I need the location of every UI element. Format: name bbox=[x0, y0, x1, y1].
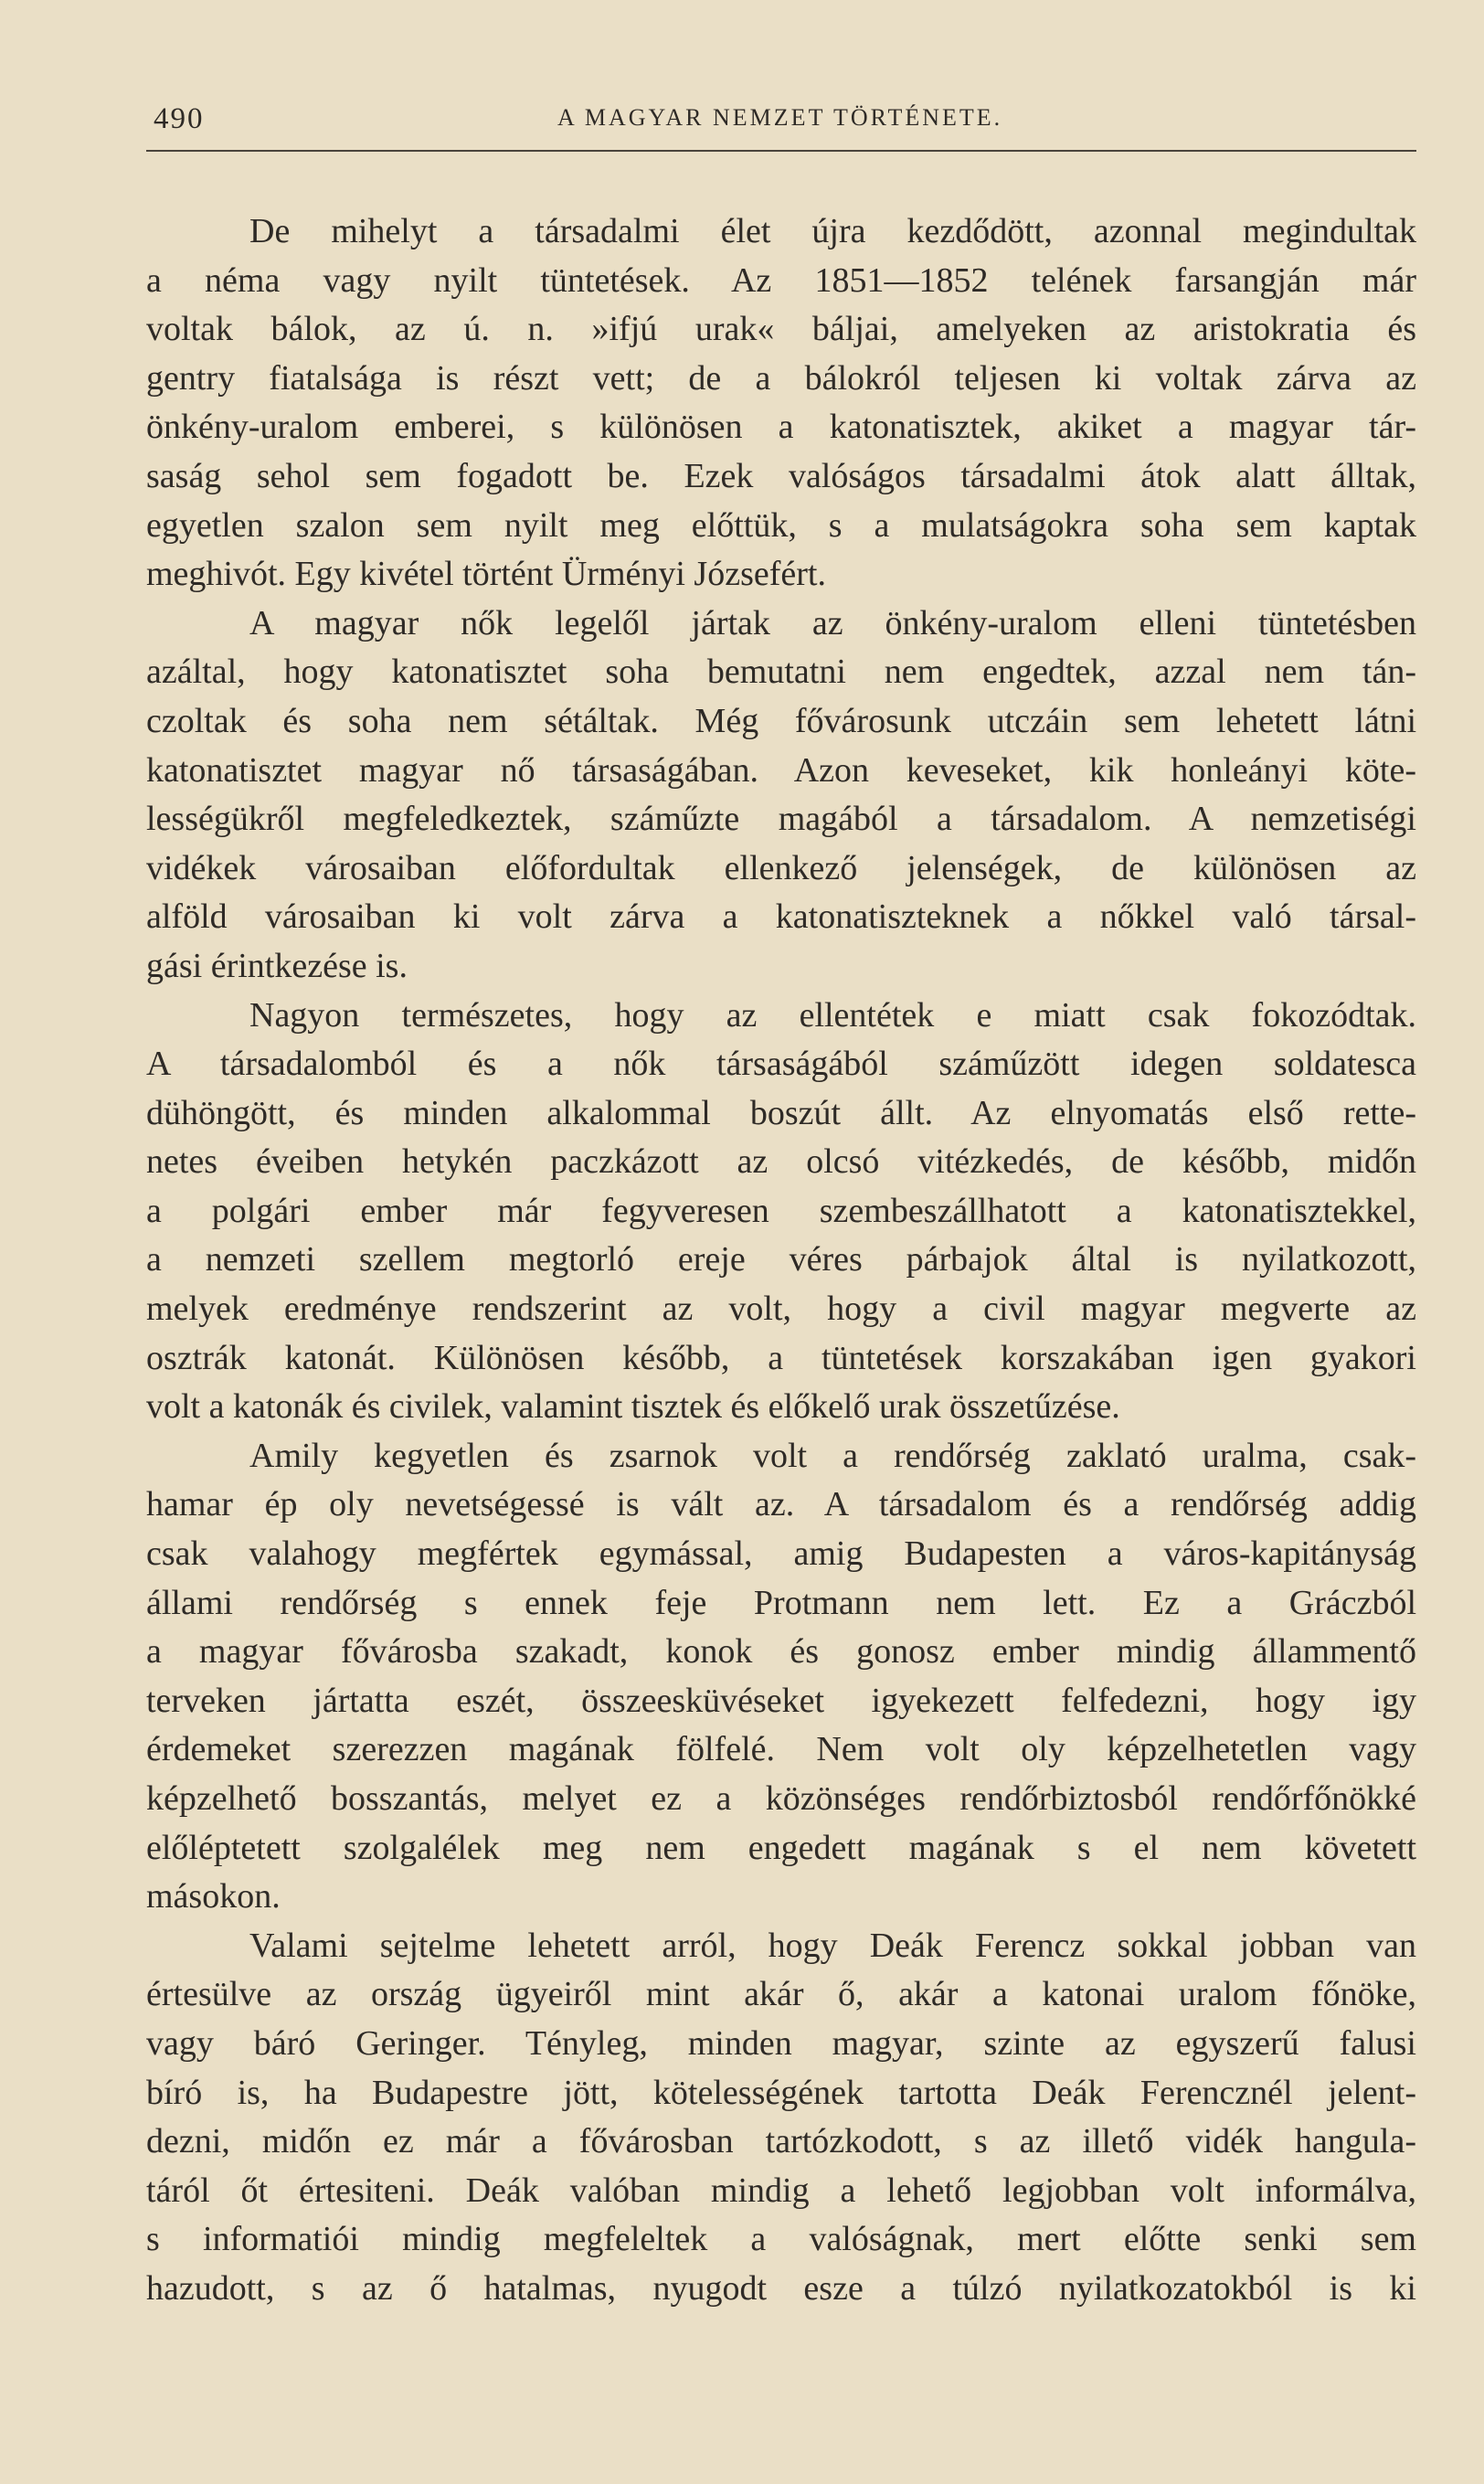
text-line: értesülve az ország ügyeiről mint akár ő, akár a katonai uralom főnöke, bbox=[146, 1975, 1416, 2014]
text-line: hamar ép oly nevetségessé is vált az. A társadalom és a rendőrség addig bbox=[146, 1485, 1416, 1524]
body-text bbox=[146, 207, 1416, 2314]
text-line: A magyar nők legelől jártak az önkény-uralom elleni tüntetésben bbox=[249, 603, 1416, 642]
text-line: A társadalomból és a nők társaságából száműzött idegen soldatesca bbox=[146, 1045, 1416, 1084]
text-line: s informatiói mindig megfeleltek a valóságnak, mert előtte senki sem bbox=[146, 2220, 1416, 2259]
page-number: 490 bbox=[154, 102, 205, 135]
text-line: másokon. bbox=[146, 1877, 281, 1916]
text-line: gentry fiatalsága is részt vett; de a bálokról teljesen ki voltak zárva az bbox=[146, 358, 1416, 398]
text-line: állami rendőrség s ennek feje Protmann nem lett. Ez a Gráczból bbox=[146, 1583, 1416, 1622]
text-line: érdemeket szerezzen magának fölfelé. Nem volt oly képzelhetetlen vagy bbox=[146, 1730, 1416, 1769]
text-line: melyek eredménye rendszerint az volt, hogy a civil magyar megverte az bbox=[146, 1290, 1416, 1329]
text-line: netes éveiben hetykén paczkázott az olcsó vitézkedés, de később, midőn bbox=[146, 1142, 1416, 1182]
text-line: képzelhető bosszantás, melyet ez a közönséges rendőrbiztosból rendőrfőnökké bbox=[146, 1779, 1416, 1818]
text-line: a nemzeti szellem megtorló ereje véres párbajok által is nyilatkozott, bbox=[146, 1240, 1416, 1279]
text-line: hazudott, s az ő hatalmas, nyugodt esze a túlzó nyilatkozatokból is ki bbox=[146, 2268, 1416, 2308]
text-line: Valami sejtelme lehetett arról, hogy Deák Ferencz sokkal jobban van bbox=[249, 1926, 1416, 1965]
text-line: katonatisztet magyar nő társaságában. Azon keveseket, kik honleányi köte- bbox=[146, 750, 1416, 790]
text-line: előléptetett szolgalélek meg nem engedett magának s el nem követett bbox=[146, 1828, 1416, 1867]
text-line: dühöngött, és minden alkalommal boszút állt. Az elnyomatás első rette- bbox=[146, 1093, 1416, 1132]
text-line: volt a katonák és civilek, valamint tisztek és előkelő urak összetűzése. bbox=[146, 1387, 1120, 1427]
text-line: a magyar fővárosba szakadt, konok és gonosz ember mindig állammentő bbox=[146, 1632, 1416, 1672]
text-line: saság sehol sem fogadott be. Ezek valóságos társadalmi átok alatt álltak, bbox=[146, 456, 1416, 495]
text-line: voltak bálok, az ú. n. »ifjú urak« báljai, amelyeken az aristokratia és bbox=[146, 310, 1416, 349]
text-line: a polgári ember már fegyveresen szembeszállhatott a katonatisztekkel, bbox=[146, 1191, 1416, 1230]
running-title: A MAGYAR NEMZET TÖRTÉNETE. bbox=[557, 104, 1003, 131]
text-line: alföld városaiban ki volt zárva a katonatiszteknek a nőkkel való társal- bbox=[146, 897, 1416, 937]
page-header bbox=[146, 101, 1416, 152]
text-line: Nagyon természetes, hogy az ellentétek e miatt csak fokozódtak. bbox=[249, 995, 1416, 1035]
text-line: vidékek városaiban előfordultak ellenkező jelenségek, de különösen az bbox=[146, 848, 1416, 887]
text-line: csak valahogy megfértek egymással, amig Budapesten a város-kapitányság bbox=[146, 1534, 1416, 1574]
text-line: bíró is, ha Budapestre jött, kötelességének tartotta Deák Ferencznél jelent- bbox=[146, 2073, 1416, 2112]
text-line: De mihelyt a társadalmi élet újra kezdődött, azonnal megindultak bbox=[249, 212, 1416, 250]
text-line: Amily kegyetlen és zsarnok volt a rendőrség zaklató uralma, csak- bbox=[249, 1436, 1416, 1475]
text-line: önkény-uralom emberei, s különösen a katonatisztek, akiket a magyar tár- bbox=[146, 408, 1416, 447]
text-line: vagy báró Geringer. Tényleg, minden magyar, szinte az egyszerű falusi bbox=[146, 2023, 1416, 2063]
text-line: czoltak és soha nem sétáltak. Még fővárosunk utczáin sem lehetett látni bbox=[146, 701, 1416, 740]
text-line: osztrák katonát. Különösen később, a tüntetések korszakában igen gyakori bbox=[146, 1338, 1416, 1377]
text-line: dezni, midőn ez már a fővárosban tartózkodott, s az illető vidék hangula- bbox=[146, 2122, 1416, 2161]
text-line: gási érintkezése is. bbox=[146, 946, 408, 985]
text-line: egyetlen szalon sem nyilt meg előttük, s a mulatságokra soha sem kaptak bbox=[146, 505, 1416, 545]
text-line: táról őt értesiteni. Deák valóban mindig a lehető legjobban volt informálva, bbox=[146, 2171, 1416, 2210]
text-line: meghivót. Egy kivétel történt Ürményi Józsefért. bbox=[146, 555, 826, 594]
text-line: azáltal, hogy katonatisztet soha bemutatni nem engedtek, azzal nem tán- bbox=[146, 653, 1416, 692]
text-line: a néma vagy nyilt tüntetések. Az 1851—1852 telének farsangján már bbox=[146, 260, 1416, 300]
text-line: lességükről megfeledkeztek, száműzte magából a társadalom. A nemzetiségi bbox=[146, 800, 1416, 839]
text-line: terveken jártatta eszét, összeesküvéseket igyekezett felfedezni, hogy igy bbox=[146, 1681, 1416, 1720]
